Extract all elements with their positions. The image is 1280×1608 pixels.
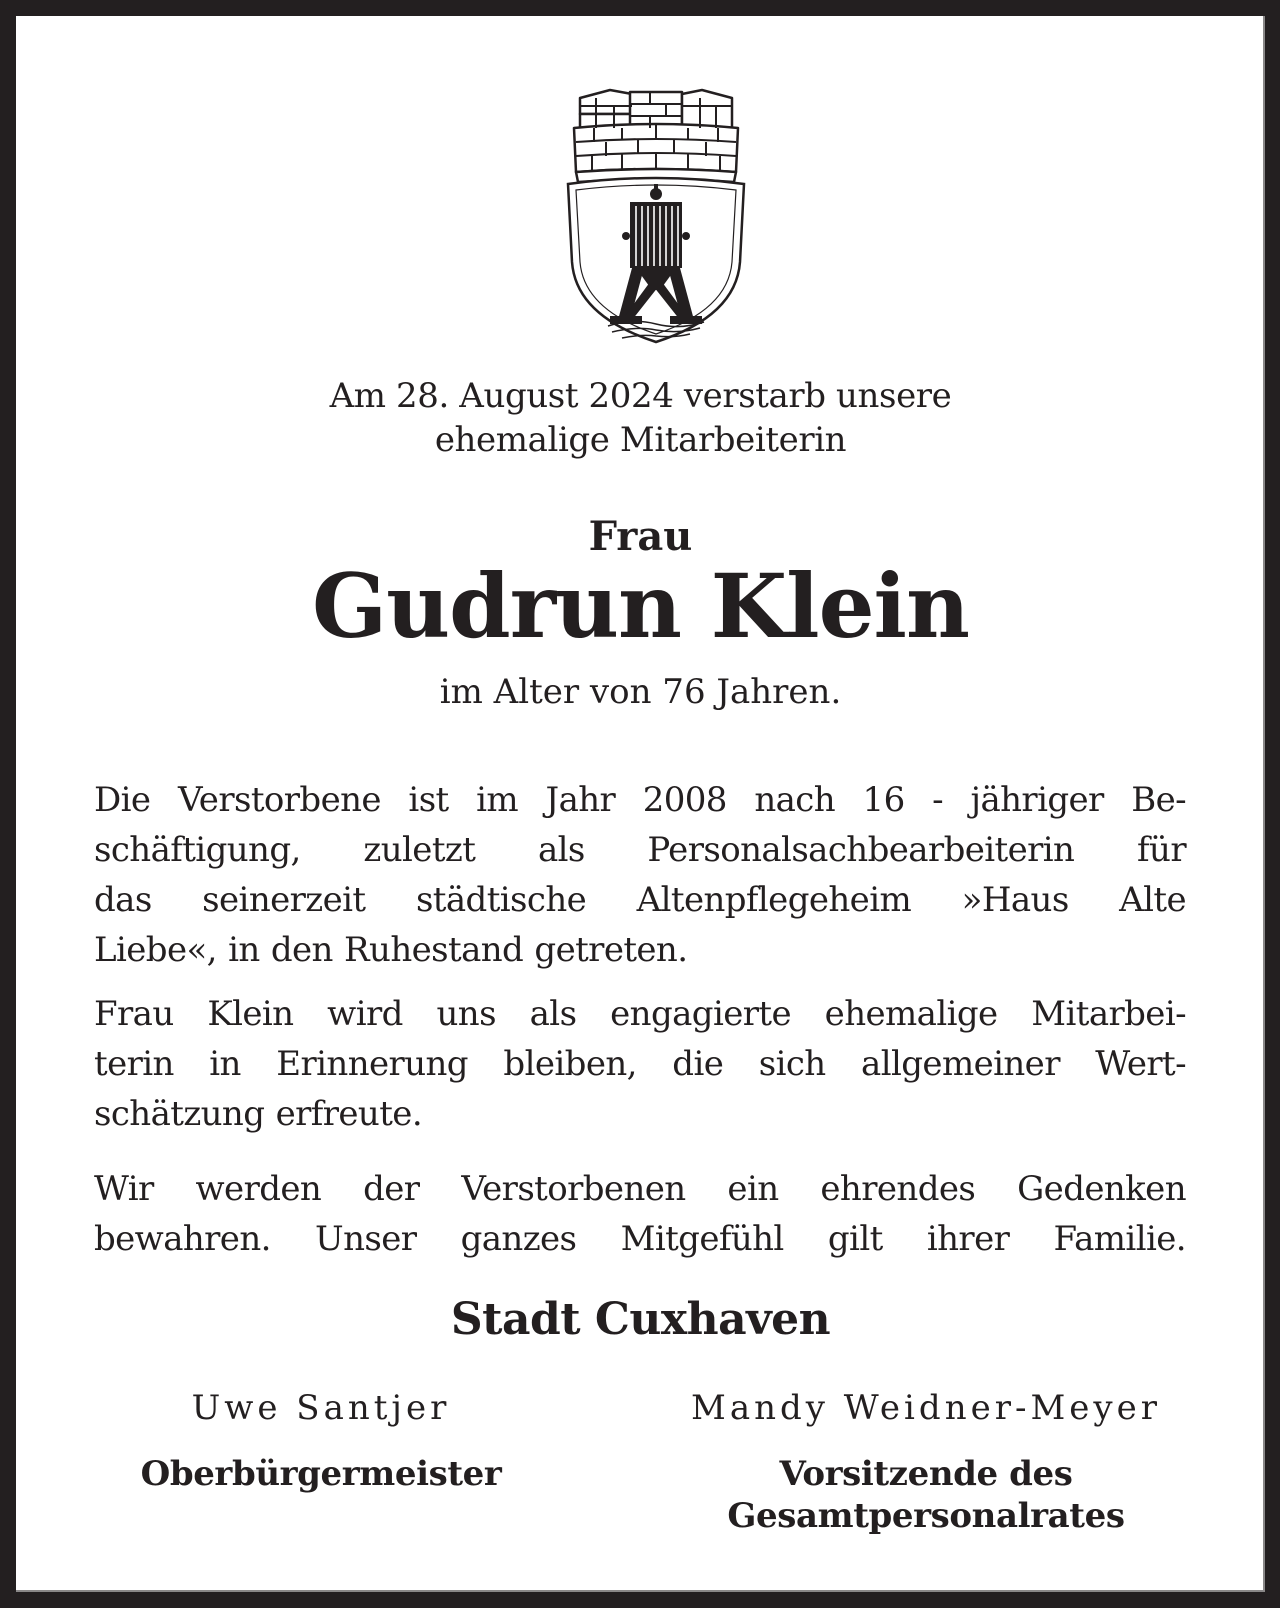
paragraph-line: Liebe«, in den Ruhestand getreten. [94, 930, 688, 970]
deceased-name: Gudrun Klein [312, 554, 969, 658]
role-line: Oberbürgermeister [140, 1454, 502, 1494]
age-line: im Alter von 76 Jahren. [439, 672, 842, 712]
paragraph-2 [94, 989, 1186, 1139]
signatory-role-2 [656, 1453, 1196, 1537]
intro-text [16, 374, 1265, 462]
paragraph-line: terin in Erinnerung bleiben, die sich allgemeiner Wert- [94, 1044, 1186, 1084]
intro-line-2: ehemalige Mitarbeiterin [434, 420, 847, 460]
role-line: Vorsitzende des [779, 1454, 1073, 1494]
signatory-name-1: Uwe Santjer [191, 1388, 451, 1428]
paragraph-line: Frau Klein wird uns als engagierte ehemalige Mitarbei- [94, 994, 1186, 1034]
paragraph-line: Wir werden der Verstorbenen ein ehrendes Gedenken [94, 1169, 1186, 1209]
salutation: Frau [588, 513, 693, 560]
paragraph-line: schätzung erfreute. [94, 1094, 423, 1134]
intro-line-1: Am 28. August 2024 verstarb unsere [329, 376, 952, 416]
paragraph-3 [94, 1164, 1186, 1264]
role-line: Gesamtpersonalrates [727, 1496, 1125, 1536]
paragraph-line: schäftigung, zuletzt als Personalsachbearbeiterin für [94, 830, 1186, 870]
paragraph-line: das seinerzeit städtische Altenpflegeheim »Haus Alte [94, 880, 1186, 920]
organization-name: Stadt Cuxhaven [450, 1294, 831, 1345]
coat-of-arms-icon [566, 84, 746, 346]
paragraph-line: bewahren. Unser ganzes Mitgefühl gilt ihrer Familie. [94, 1219, 1186, 1259]
signatory-name-2: Mandy Weidner-Meyer [691, 1388, 1161, 1428]
paragraph-1 [94, 775, 1186, 975]
obituary-notice [16, 16, 1265, 1592]
signatory-role-1 [106, 1453, 536, 1495]
paragraph-line: Die Verstorbene ist im Jahr 2008 nach 16 - jähriger Be- [94, 780, 1186, 820]
